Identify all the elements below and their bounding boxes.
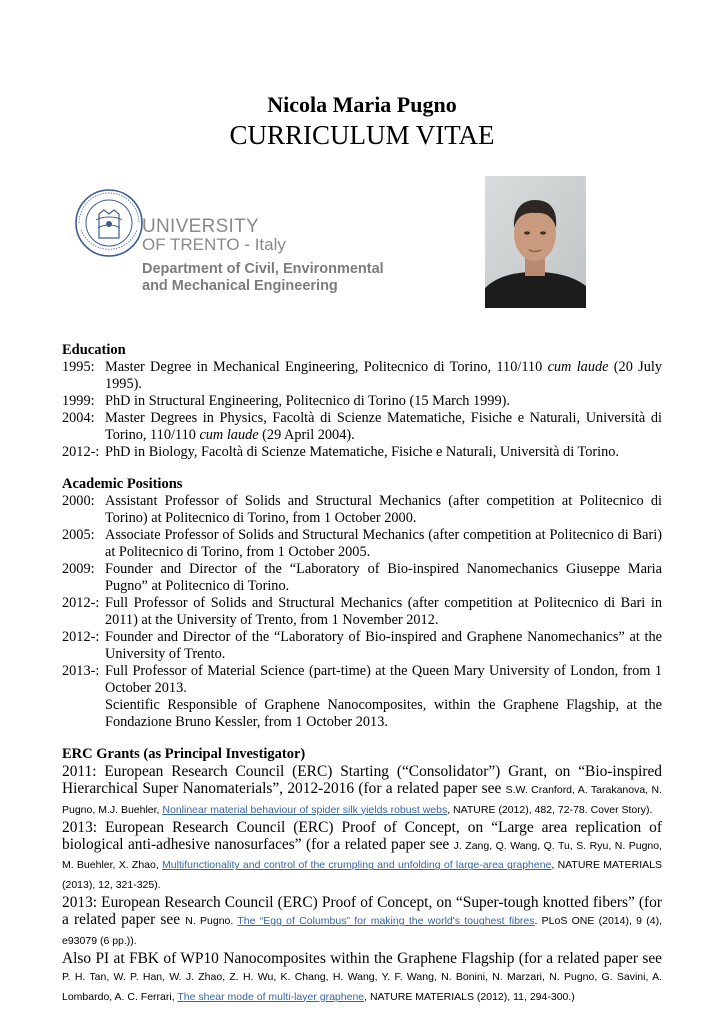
entry-year: 2009:: [62, 561, 95, 577]
position-entry: [62, 629, 662, 663]
entry-text: Founder and Director of the “Laboratory of Bio-inspired and Graphene Nanomechanics” at the University of Trento.: [105, 629, 662, 662]
position-entry: [62, 595, 662, 629]
paper-link[interactable]: Nonlinear material behaviour of spider silk yields robust webs: [162, 803, 448, 816]
education-entry: [62, 393, 662, 410]
section-heading: Education: [62, 342, 126, 358]
paper-authors: S.W. Cranford, A. Tarakanova, N. Pugno, M.J. Buehler,: [62, 784, 662, 816]
entry-year: 2005:: [62, 527, 95, 543]
entry-text: Scientific Responsible of Graphene Nanocomposites, within the Graphene Flagship, at the Fondazione Bruno Kessler, from 1 October 2013.: [105, 697, 662, 730]
portrait-photo: [485, 176, 586, 308]
position-entry: [62, 663, 662, 697]
position-entry: [62, 527, 662, 561]
entry-year: 2012-:: [62, 629, 100, 645]
department-name-line1: Department of Civil, Environmental: [142, 261, 384, 277]
entry-year: [62, 697, 105, 731]
entry-year: 2012-:: [62, 595, 100, 611]
paper-reference: . PLoS ONE (2014), 9 (4), e93079 (6 pp.)).: [62, 915, 662, 947]
position-entry: [62, 561, 662, 595]
section-heading: ERC Grants (as Principal Investigator): [62, 746, 306, 762]
academic-positions-section: [62, 476, 662, 731]
grant-entry: 2013: European Research Council (ERC) Proof of Concept, on “Large area replication of biological anti-adhesive nanosurfaces” (for a related paper see J. Zang, Q. Wang, Q. Tu, S. Ryu, N. Pugno, M. Buehler, X. Zhao, Multifunctionality and control of the crumpling and unfolding of large-area graphene, NATURE MATERIALS (2013), 12, 321-325).: [62, 818, 663, 891]
university-name-line2: OF TRENTO - Italy: [142, 235, 286, 254]
section-heading: Academic Positions: [62, 476, 183, 492]
paper-reference: , NATURE MATERIALS (2012), 11, 294-300.): [364, 990, 575, 1003]
education-section: [62, 342, 662, 461]
paper-link[interactable]: The shear mode of multi-layer graphene: [177, 990, 365, 1003]
education-entry: [62, 359, 662, 393]
entry-text: Master Degree in Mechanical Engineering, Politecnico di Torino, 110/110 cum laude (20 July 1995).: [105, 359, 662, 392]
document-title: CURRICULUM VITAE: [229, 120, 495, 150]
entry-text: Full Professor of Material Science (part-time) at the Queen Mary University of London, from 1 October 2013.: [105, 663, 662, 696]
erc-grants-section: [62, 746, 662, 1006]
entry-year: 2004:: [62, 410, 95, 426]
entry-year: 1999:: [62, 393, 95, 409]
university-name-line1: UNIVERSITY: [142, 216, 260, 237]
cv-content: [62, 342, 662, 1006]
position-entry: [62, 493, 662, 527]
entry-text: Assistant Professor of Solids and Structural Mechanics (after competition at Politecnico di Torino) at Politecnico di Torino, from 1 October 2000.: [105, 493, 662, 526]
paper-reference: , NATURE MATERIALS (2013), 12, 321-325).: [62, 859, 662, 891]
university-logo: [66, 186, 386, 306]
position-entry: [62, 697, 662, 731]
paper-authors: P. H. Tan, W. P. Han, W. J. Zhao, Z. H. Wu, K. Chang, H. Wang, Y. F. Wang, N. Bonini, N. Marzari, N. Pugno, G. Savini, A. Lombardo, A. C. Ferrari,: [62, 971, 662, 1003]
paper-link[interactable]: Multifunctionality and control of the crumpling and unfolding of large-area graphene: [162, 859, 552, 872]
person-name: Nicola Maria Pugno: [267, 92, 457, 117]
entry-text: Associate Professor of Solids and Structural Mechanics (after competition at Politecnico di Bari) at Politecnico di Torino, from 1 October 2005.: [105, 527, 662, 560]
grant-entry: Also PI at FBK of WP10 Nanocomposites within the Graphene Flagship (for a related paper see P. H. Tan, W. P. Han, W. J. Zhao, Z. H. Wu, K. Chang, H. Wang, Y. F. Wang, N. Bonini, N. Marzari, N. Pugno, G. Savini, A. Lombardo, A. C. Ferrari, The shear mode of multi-layer graphene, NATURE MATERIALS (2012), 11, 294-300.): [62, 949, 662, 1003]
entry-year: 2013-:: [62, 663, 100, 679]
entry-text: PhD in Structural Engineering, Politecnico di Torino (15 March 1999).: [105, 393, 510, 409]
entry-text: Founder and Director of the “Laboratory of Bio-inspired Nanomechanics Giuseppe Maria Pugno” at Politecnico di Torino.: [105, 561, 662, 594]
paper-authors: J. Zang, Q. Wang, Q. Tu, S. Ryu, N. Pugno, M. Buehler, X. Zhao,: [62, 840, 663, 872]
education-entry: [62, 410, 662, 444]
grant-entry: 2011: European Research Council (ERC) Starting (“Consolidator”) Grant, on “Bio-inspired Hierarchical Super Nanomaterials”, 2012-2016 (for a related paper see S.W. Cranford, A. Tarakanova, N. Pugno, M.J. Buehler, Nonlinear material behaviour of spider silk yields robust webs, NATURE (2012), 482, 72-78. Cover Story).: [62, 763, 662, 816]
education-entry: [62, 444, 662, 461]
entry-year: 1995:: [62, 359, 95, 375]
department-name-line2: and Mechanical Engineering: [142, 278, 338, 294]
entry-text: PhD in Biology, Facoltà di Scienze Matematiche, Fisiche e Naturali, Università di Torino.: [105, 444, 619, 460]
paper-reference: , NATURE (2012), 482, 72-78. Cover Story).: [447, 803, 653, 816]
grant-entry: 2013: European Research Council (ERC) Proof of Concept, on “Super-tough knotted fibers” (for a related paper see N. Pugno. The “Egg of Columbus” for making the world's toughest fibres. PLoS ONE (2014), 9 (4), e93079 (6 pp.)).: [62, 894, 662, 947]
university-seal-icon: [74, 186, 144, 260]
entry-text: Full Professor of Solids and Structural Mechanics (after competition at Politecnico di Bari in 2011) at the University of Trento, from 1 November 2012.: [105, 595, 662, 628]
entry-text: Master Degrees in Physics, Facoltà di Scienze Matematiche, Fisiche e Naturali, Università di Torino, 110/110 cum laude (29 April 2004).: [105, 410, 662, 443]
paper-link[interactable]: The “Egg of Columbus” for making the world's toughest fibres: [237, 915, 535, 928]
paper-authors: N. Pugno.: [185, 915, 238, 928]
entry-year: 2000:: [62, 493, 95, 509]
entry-year: 2012-:: [62, 444, 100, 460]
